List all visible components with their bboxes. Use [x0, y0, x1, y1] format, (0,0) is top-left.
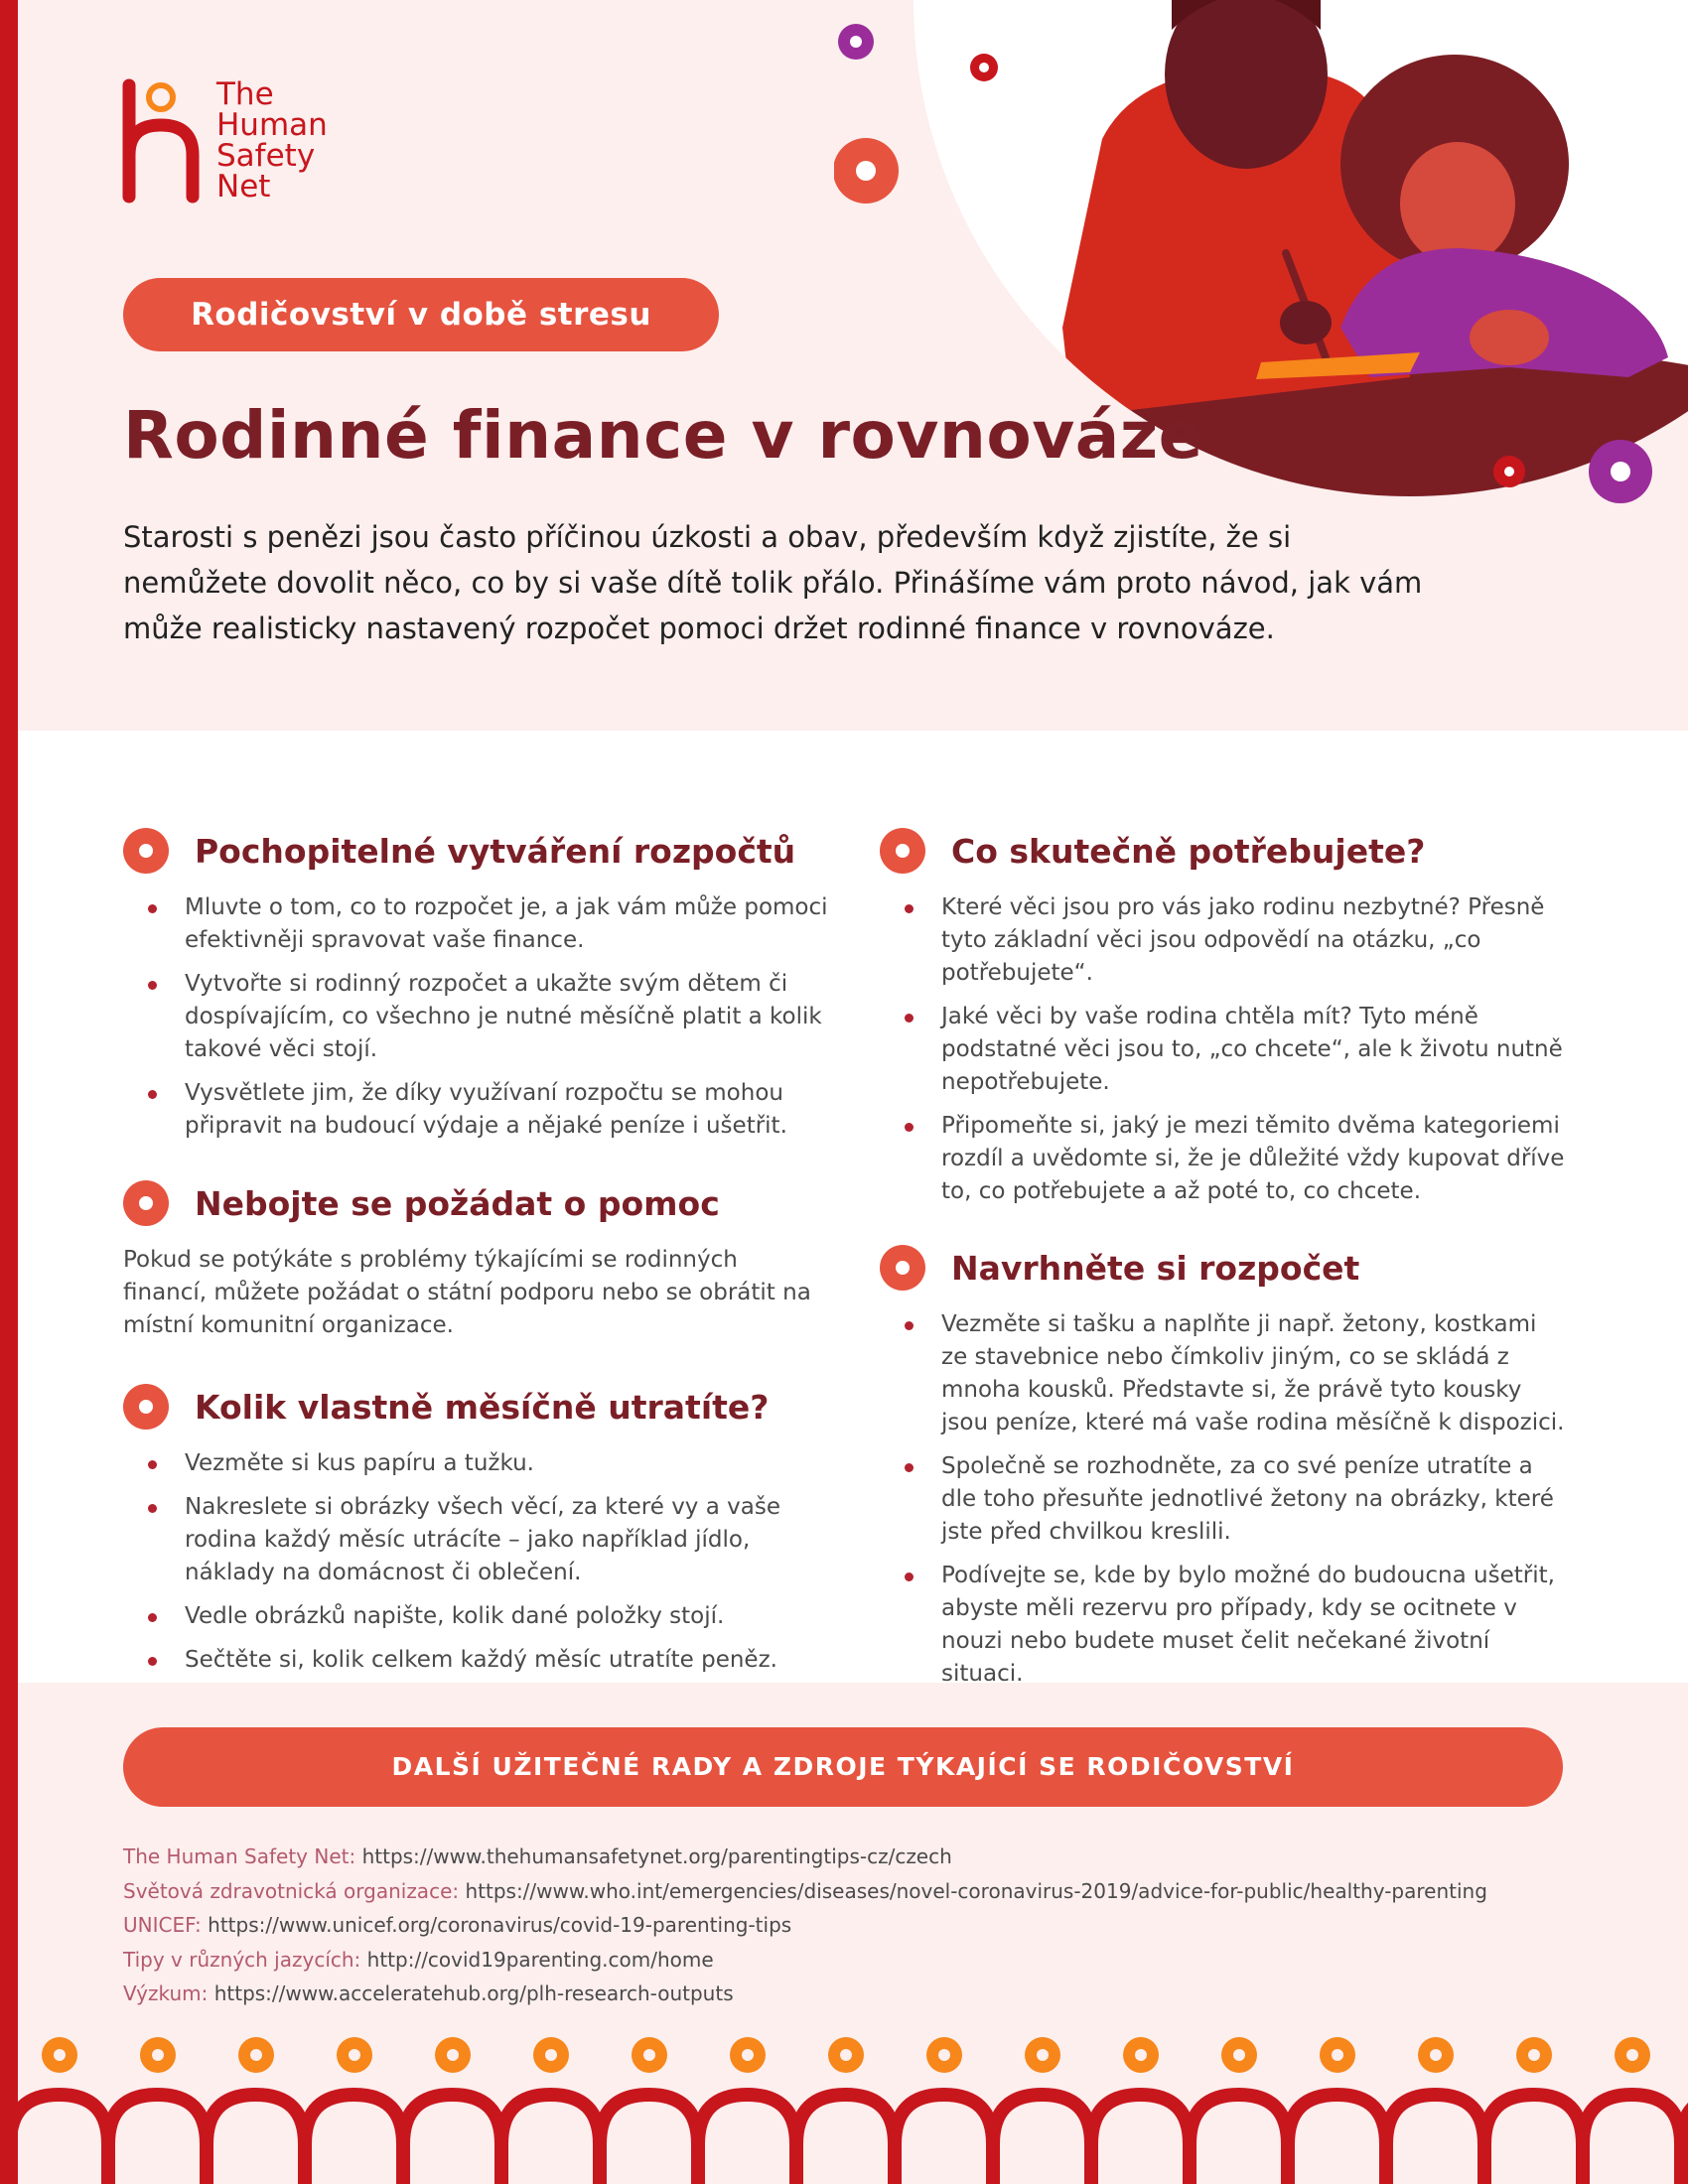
resource-link[interactable] [123, 1908, 1487, 1943]
logo-line: Human [216, 107, 328, 143]
link-label: Tipy v různých jazycích: [123, 1947, 361, 1972]
list-item: Sečtěte si, kolik celkem každý měsíc utratíte peněz. [123, 1644, 798, 1677]
page-title: Rodinné finance v rovnováze [123, 397, 1203, 474]
list-item: Vezměte si kus papíru a tužku. [123, 1447, 798, 1480]
list-item: Nakreslete si obrázky všech věcí, za které vy a vaše rodina každý měsíc utrácíte – jako například jídlo, náklady na domácnost či oblečení. [123, 1491, 798, 1589]
link-url[interactable]: https://www.acceleratehub.org/plh-research-outputs [213, 1981, 734, 2005]
decorative-arch-icon [1091, 2095, 1190, 2184]
section-design-budget [880, 1241, 1565, 1702]
resource-link[interactable] [123, 1977, 1487, 2011]
decorative-arch-icon [207, 2095, 305, 2184]
decorative-arch-icon [1386, 2095, 1484, 2184]
list-item: Vedle obrázků napište, kolik dané položky stojí. [123, 1600, 798, 1633]
section-title: Nebojte se požádat o pomoc [195, 1183, 720, 1223]
section-bullet-icon [123, 828, 169, 874]
list-item: Jaké věci by vaše rodina chtěla mít? Tyto méně podstatné věci jsou to, „co chcete“, ale k životu nutně nepotřebujete. [880, 1001, 1565, 1099]
decorative-arch-icon [1583, 2095, 1681, 2184]
section-ask-help [123, 1176, 818, 1342]
list-item: Které věci jsou pro vás jako rodinu nezbytné? Přesně tyto základní věci jsou odpovědí na otázku, „co potřebujete“. [880, 891, 1565, 990]
bullet-list [880, 891, 1565, 1208]
topic-tag: Rodičovství v době stresu [123, 278, 719, 351]
section-title: Pochopitelné vytváření rozpočtů [195, 831, 796, 871]
intro-line: může realisticky nastavený rozpočet pomoci držet rodinné finance v rovnováze. [123, 612, 1275, 645]
list-item: Vezměte si tašku a naplňte ji např. žetony, kostkami ze stavebnice nebo čímkoliv jiným, co se skládá z mnoha kousků. Představte si, že právě tyto kousky jsou peníze, které má vaše rodina měsíčně k dispozici. [880, 1308, 1565, 1439]
intro-text [123, 514, 1533, 651]
section-monthly-spend [123, 1380, 798, 1688]
resource-link[interactable] [123, 1874, 1487, 1909]
intro-line: nemůžete dovolit něco, co by si vaše dítě tolik přálo. Přinášíme vám proto návod, jak vám [123, 566, 1423, 600]
logo-line: Safety [216, 138, 316, 174]
intro-line: Starosti s penězi jsou často příčinou úzkosti a obav, především když zjistíte, že si [123, 520, 1292, 554]
decorative-ring-hole [840, 2049, 852, 2061]
list-item: Mluvte o tom, co to rozpočet je, a jak vám může pomoci efektivněji spravovat vaše finance. [123, 891, 838, 957]
logo-line: The [216, 76, 274, 112]
link-url[interactable]: https://www.thehumansafetynet.org/parentingtips-cz/czech [361, 1844, 952, 1868]
decorative-arch-icon [1190, 2095, 1288, 2184]
link-url[interactable]: http://covid19parenting.com/home [366, 1947, 714, 1972]
resource-link[interactable] [123, 1943, 1487, 1978]
section-needs [880, 824, 1565, 1219]
resource-link[interactable] [123, 1840, 1487, 1874]
logo-line: Net [216, 169, 271, 205]
logo-wordmark [216, 76, 328, 205]
decorative-ring-hole [1233, 2049, 1245, 2061]
section-bullet-icon [123, 1384, 169, 1430]
link-label: Světová zdravotnická organizace: [123, 1878, 460, 1903]
decorative-arch-icon [796, 2095, 895, 2184]
decorative-arch-icon [305, 2095, 403, 2184]
link-url[interactable]: https://www.who.int/emergencies/diseases/novel-coronavirus-2019/advice-for-public/healthy-parenting [465, 1878, 1487, 1903]
list-item: Podívejte se, kde by bylo možné do budoucna ušetřit, abyste měli rezervu pro případy, kdy se ocitnete v nouzi nebo budete muset čelit nečekané životní situaci. [880, 1560, 1565, 1691]
section-bullet-icon [880, 1245, 925, 1291]
bullet-list [123, 1447, 798, 1677]
decorative-arch-icon [993, 2095, 1091, 2184]
decorative-ring-hole [1528, 2049, 1540, 2061]
decorative-ring-hole [447, 2049, 459, 2061]
section-bullet-icon [123, 1180, 169, 1226]
bullet-list [880, 1308, 1565, 1691]
left-accent-bar [0, 0, 18, 2184]
decorative-ring-hole [643, 2049, 655, 2061]
list-item: Vytvořte si rodinný rozpočet a ukažte svým dětem či dospívajícím, co všechno je nutné měsíčně platit a kolik takové věci stojí. [123, 968, 838, 1066]
decorative-arch-icon [1681, 2095, 1688, 2184]
decorative-arch-icon [501, 2095, 600, 2184]
decorative-arch-icon [895, 2095, 993, 2184]
decorative-ring-hole [54, 2049, 66, 2061]
decorative-ring-hole [250, 2049, 262, 2061]
decorative-arch-icon [1288, 2095, 1386, 2184]
list-item: Společně se rozhodněte, za co své peníze utratíte a dle toho přesuňte jednotlivé žetony na obrázky, které jste před chvilkou kreslili. [880, 1450, 1565, 1549]
section-title: Co skutečně potřebujete? [951, 831, 1426, 871]
decorative-arches-border [0, 2015, 1688, 2184]
decorative-ring-hole [1037, 2049, 1049, 2061]
decorative-arch-icon [600, 2095, 698, 2184]
decorative-ring-hole [938, 2049, 950, 2061]
decorative-ring-hole [545, 2049, 557, 2061]
section-title: Kolik vlastně měsíčně utratíte? [195, 1387, 770, 1427]
decorative-arch-icon [10, 2095, 108, 2184]
link-label: The Human Safety Net: [123, 1844, 356, 1868]
decorative-arch-icon [698, 2095, 796, 2184]
section-budget-explain [123, 824, 838, 1154]
list-item: Vysvětlete jim, že díky využívaní rozpočtu se mohou připravit na budoucí výdaje a nějaké peníze i ušetřit. [123, 1077, 838, 1143]
resources-cta-button[interactable]: DALŠÍ UŽITEČNÉ RADY A ZDROJE TÝKAJÍCÍ SE RODIČOVSTVÍ [123, 1727, 1563, 1807]
decorative-arch-icon [108, 2095, 207, 2184]
decorative-arch-icon [403, 2095, 501, 2184]
decorative-ring-hole [742, 2049, 754, 2061]
decorative-ring-hole [1135, 2049, 1147, 2061]
decorative-arch-icon [1484, 2095, 1583, 2184]
link-label: UNICEF: [123, 1913, 202, 1937]
list-item: Připomeňte si, jaký je mezi těmito dvěma kategoriemi rozdíl a uvědomte si, že je důležité vždy kupovat dříve to, co potřebujete a až poté to, co chcete. [880, 1110, 1565, 1208]
resource-links [123, 1840, 1487, 2011]
decorative-ring-hole [1332, 2049, 1343, 2061]
decorative-ring-hole [1430, 2049, 1442, 2061]
section-bullet-icon [880, 828, 925, 874]
section-title: Navrhněte si rozpočet [951, 1248, 1360, 1288]
section-text: Pokud se potýkáte s problémy týkajícími se rodinných financí, můžete požádat o státní podporu nebo se obrátit na místní komunitní organizace. [123, 1247, 811, 1338]
decorative-ring-hole [1626, 2049, 1638, 2061]
link-label: Výzkum: [123, 1981, 209, 2005]
decorative-ring-hole [152, 2049, 164, 2061]
link-url[interactable]: https://www.unicef.org/coronavirus/covid-19-parenting-tips [208, 1913, 792, 1937]
bullet-list [123, 891, 838, 1143]
decorative-ring-hole [349, 2049, 360, 2061]
